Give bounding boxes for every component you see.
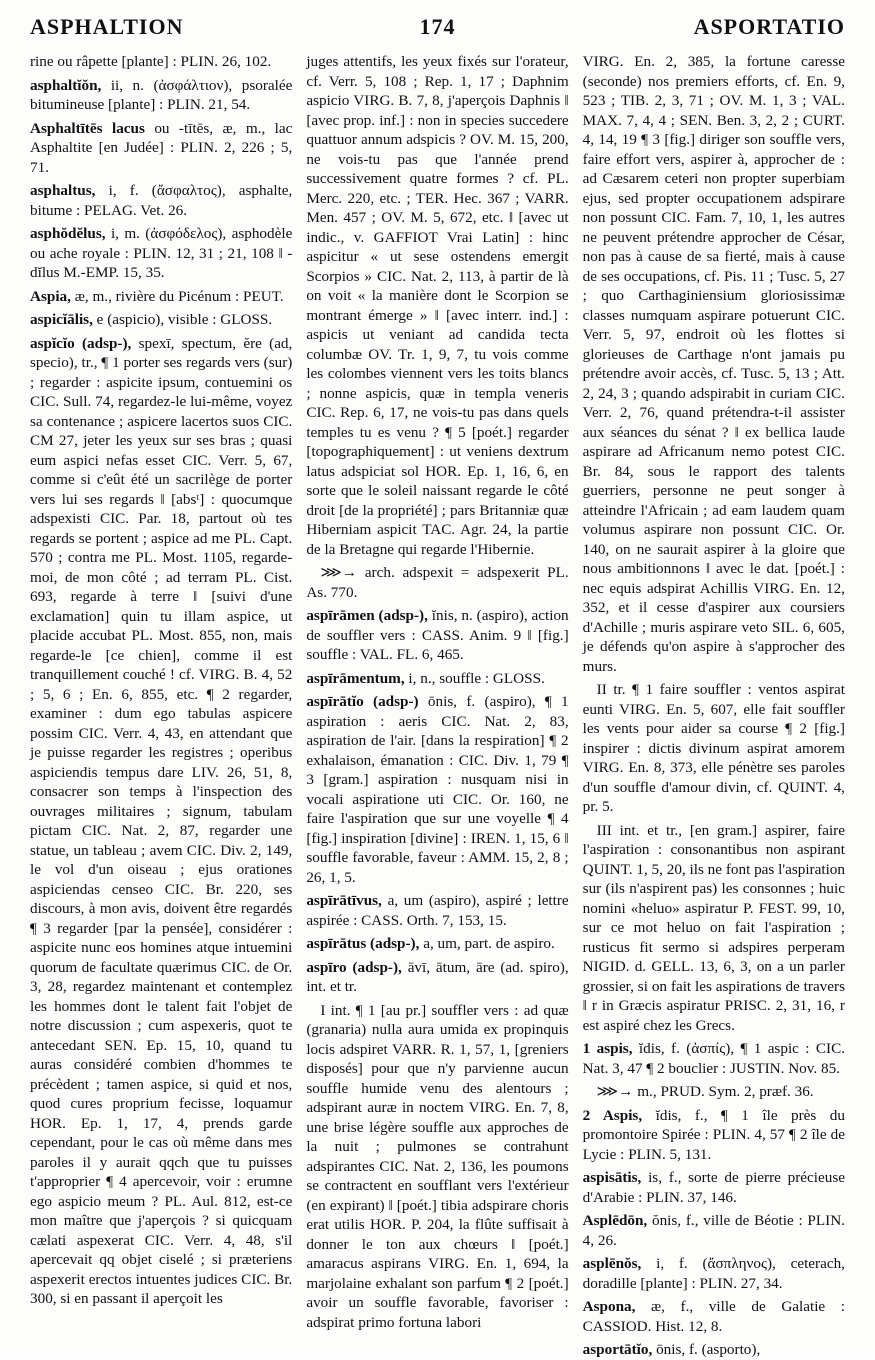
- entry-headword: asplēnŏs,: [582, 1255, 642, 1272]
- entry-text: ĭdis, f. (ἀσπίς), ¶ 1 aspic : CIC. Nat. 3, 47 ¶ 2 bouclier : JUSTIN. Nov. 85.: [582, 1040, 845, 1077]
- column-1: [30, 52, 292, 1347]
- entry-text: a, um, part. de aspiro.: [423, 935, 555, 952]
- dictionary-entry: [583, 1297, 845, 1336]
- column-3: [582, 52, 845, 1358]
- entry-text: a, um (aspiro), aspiré ; lettre aspirée : CASS. Orth. 7, 153, 15.: [306, 892, 569, 929]
- dictionary-entry: [306, 891, 568, 930]
- dictionary-entry: [30, 334, 292, 1309]
- entry-headword: aspīrāmentum,: [306, 669, 405, 687]
- entry-headword: asportātĭo,: [582, 1341, 653, 1358]
- dictionary-entry: [306, 606, 568, 665]
- column-2: [306, 52, 568, 1347]
- entry-headword: Asplēdōn,: [582, 1212, 648, 1229]
- dictionary-entry: [583, 680, 845, 817]
- entry-headword: Asphaltītēs lacus: [30, 119, 145, 137]
- page-header: [30, 14, 845, 42]
- dictionary-entry: [583, 1039, 845, 1078]
- dictionary-entry: [306, 958, 568, 997]
- dictionary-entry: [30, 310, 292, 330]
- dictionary-entry: [30, 52, 292, 72]
- entry-headword: asphaltus,: [30, 182, 96, 199]
- entry-headword: asphŏdĕlus,: [30, 225, 106, 242]
- dictionary-entry: [583, 1106, 845, 1165]
- dictionary-entry: [583, 1168, 845, 1207]
- entry-headword: 2 Aspis,: [582, 1106, 643, 1124]
- entry-text: æ, m., rivière du Picénum : PEUT.: [74, 287, 284, 305]
- dictionary-entry: [583, 1340, 845, 1360]
- entry-text: i, f. (ἄσπληνος), ceterach, doradille [plante] : PLIN. 27, 34.: [582, 1255, 845, 1292]
- entry-text: VIRG. En. 2, 385, la fortune caresse (seconde) nos premiers efforts, cf. En. 9, 523 ; TIB. 2, 3, 71 ; OV. M. 1, 3 ; VAL. MAX. 7, 4, 4 ; SEN. Ben. 3, 2, 2 ; CURT. 4, 14, 19 ¶ 3 [fig.] diriger son souffle vers, faire effort vers, aspirer à, approcher de : ad Cæsarem ceteri non propter superbiam ejus, sed propter occupationem adspirare non possunt CIC. Fam. 7, 10, 1, les autres ne peuvent prétendre approcher de César, non pas à cause de sa fierté, mais à cause de ses occupations, cf. Pis. 11 ; Tusc. 5, 27 ; quo Carthaginiensium gloriosissimæ classes numquam aspirare potuerunt CIC. Verr. 5, 97, endroit où les flottes si glorieuses de Carthage n'ont jamais pu prétendre avoir accès, cf. Tusc. 5, 13 ; Att. 2, 24, 3 ; quando adspirabit in curiam CIC. Verr. 2, 76, quand prétendra-t-il assister aux séances du sénat ? ‖ ex bellica laude aspirare ad Africanum nemo potest CIC. Br. 84, sous le rapport des talents guerriers, personne ne peut songer à atteindre l'Africain ; ad eam laudem quam volumus aspirare non possunt CIC. Or. 140, on ne saurait aspirer à la gloire que nous ambitionnons ‖ avec le dat. [poét.] : nec equis adspirat Achillis VIRG. En. 12, 352, et il cesse d'aspirer aux coursiers d'Achille ; muris aspirare veto SIL. 6, 605, je défends qu'on aspire à s'approcher des murs.: [582, 53, 845, 675]
- dictionary-entry: [30, 76, 292, 115]
- dictionary-entry: [583, 1211, 845, 1250]
- entry-text: juges attentifs, les yeux fixés sur l'orateur, cf. Verr. 5, 108 ; Rep. 1, 17 ; Daphnim aspicio VIRG. B. 7, 8, j'aperçois Daphnis ‖ [avec prop. inf.] : non in species succedere quattuor annum adspicis ? OV. M. 15, 200, ne vois-tu pas que l'année prend successivement quatre formes ? cf. PL. Merc. 220, etc. ; TER. Hec. 367 ; VARR. Men. 457 ; OV. M. 5, 672, etc. ‖ [avec ut indic., v. GAFFIOT Vrai Latin] : hinc aspicitur « ut sese ostendens emergit Scorpios » CIC. Nat. 2, 113, à partir de là on voit « la manière dont le Scorpion se montrant émerge » ‖ [avec interr. ind.] : aspicis ut veniant ad candida tecta columbæ OV. Tr. 1, 9, 7, tu vois comme les colombes viennent vers les toits blancs ; nonne aspicis, quæ in templa veneris CIC. Rep. 6, 17, ne vois-tu pas dans quels temples tu es venu ? ¶ 5 [poét.] regarder [topographiquement] : ut veniens dextrum latus adspiciat sol HOR. Ep. 1, 16, 6, en sorte que le soleil naissant regarde le côté droit [de la propriété] ; pars Britanniæ quæ Hiberniam aspicit TAC. Agr. 24, la partie de la Bretagne qui regarde l'Hibernie.: [306, 53, 569, 558]
- dictionary-entry: [30, 287, 292, 307]
- entry-text: i, m. (ἀσφόδελος), asphodèle ou ache royale : PLIN. 12, 31 ; 21, 108 ‖ -dĭlus M.-EMP. 15, 35.: [30, 225, 293, 281]
- entry-headword: aspīro (adsp-),: [306, 958, 402, 976]
- dictionary-entry: [306, 934, 568, 954]
- dictionary-entry: [306, 669, 568, 689]
- dictionary-entry: [583, 1082, 845, 1102]
- entry-text: i, n., souffle : GLOSS.: [408, 669, 545, 687]
- entry-text: I int. ¶ 1 [au pr.] souffler vers : ad quæ (granaria) nulla aura umida ex propinquis locis adspiret VARR. R. 1, 57, 1, [greniers disposés] pour que n'y parvienne aucun souffle humide venu des alentours ; adspirant auræ in noctem VIRG. En. 7, 8, une brise légère souffle aux approches de la nuit ; pulmones se contrahunt adspirantes CIC. Nat. 2, 136, les poumons se contractent en soufflant vers l'extérieur (en expirant) ‖ [poét.] tibia adspirare choris erat utilis HOR. P. 204, la flûte suffisait à donner le ton aux chœurs ‖ [poét.] amaracus aspirans VIRG. En. 1, 694, la marjolaine exhalant son parfum ¶ 2 [poét.] avoir un souffle favorable, favoriser : adspirat primo fortuna labori: [306, 1001, 569, 1331]
- entry-headword: Aspia,: [30, 287, 71, 305]
- entry-text: rine ou râpette [plante] : PLIN. 26, 102.: [30, 53, 272, 70]
- page-number: 174: [419, 14, 456, 39]
- dictionary-entry: [306, 563, 568, 602]
- dictionary-entry: [583, 1254, 845, 1293]
- dictionary-entry: [583, 821, 845, 1036]
- entry-headword: aspīrātīvus,: [306, 892, 382, 909]
- dictionary-entry: [30, 224, 292, 283]
- entry-text: is, f., sorte de pierre précieuse d'Arabie : PLIN. 37, 146.: [582, 1169, 845, 1206]
- entry-text: ĭnis, n. (aspiro), action de souffler vers : CASS. Anim. 9 ‖ [fig.] souffle : VAL. FL. 6, 465.: [306, 607, 569, 663]
- entry-headword: aspĭcĭo (adsp-),: [30, 334, 132, 352]
- entry-text: ĭdis, f., ¶ 1 île près du promontoire Spirée : PLIN. 4, 57 ¶ 2 île de Lycie : PLIN. 5, 131.: [582, 1106, 845, 1163]
- entry-text: ⋙→ m., PRUD. Sym. 2, præf. 36.: [596, 1083, 814, 1100]
- entry-text: II tr. ¶ 1 faire souffler : ventos aspirat eunti VIRG. En. 5, 607, elle fait souffler les vents pour aider sa course ¶ 2 [fig.] inspirer : dictis divinum aspirat amorem VIRG. En. 8, 373, elle pénètre ses paroles d'un souffle d'amour divin, cf. QUINT. 4, pr. 5.: [582, 681, 845, 815]
- entry-text: ŏnis, f., ville de Béotie : PLIN. 4, 26.: [582, 1212, 845, 1249]
- entry-headword: aspīrāmen (adsp-),: [306, 607, 428, 624]
- entry-text: spexī, spectum, ĕre (ad, specio), tr., ¶ 1 porter ses regards vers (sur) ; regarder : aspicite ipsum, contuemini os CIC. Sull. 74, regardez-le lui-même, voyez sa contenance ; aspicere lacertos suos CIC. CM 27, jeter les yeux sur ses bras ; quasi eum aspici nefas esset CIC. Verr. 5, 67, comme si c'eût été un sacrilège de porter vers lui ses regards ‖ [absᵗ] : quocumque adspexisti CIC. Par. 18, partout où tes regards se portent ; aspice ad me PL. Capt. 570 ; contra me PL. Most. 1105, regarde-moi, de mon côté ; ad terram PL. Cist. 693, regarde à terre ‖ [suivi d'une exclamation] quin tu illam aspice, ut placide accubat PL. Most. 855, non, mais regarde-le [ce chien], comme il est tranquillement couché ! cf. VIRG. B. 4, 52 ; 5, 6 ; En. 6, 855, etc. ¶ 2 regarder, examiner : dum ego tabulas aspicere possim CIC. Verr. 4, 43, en attendant que je puisse regarder les registres ; operibus aspiciendis tempus dare LIV. 26, 51, 8, consacrer son temps à l'inspection des ouvrages militaires ; signum, tabulam pictam CIC. Nat. 2, 87, regarder une statue, un tableau ; avem CIC. Div. 2, 149, le vol d'un oiseau ; ejus orationes aspiciendas censeo CIC. Br. 220, ses discours, à mon avis, doivent être regardés ¶ 3 regarder [par la pensée], considérer : aspicite nunc eos homines atque intuemini quorum de facultate quærimus CIC. de Or. 3, 28, regardez maintenant et contemplez les hommes dont le talent fait l'objet de notre discussion ; cum aspexeris, quot te antecedant SEN. Ep. 15, 10, quand tu auras considéré combien d'hommes te précèdent ; tamen aspice, si quid et nos, quod cures proprium fecisse, loquamur HOR. Ep. 1, 17, 4, prends garde cependant, pour le cas où même dans mes paroles il y aurait qqch que tu puisses t'approprier ¶ 4 apercevoir, voir : erumne ego aspicio meum ? PL. Aul. 812, est-ce mon maître que j'aperçois ? si quicquam cælati aspexerat CIC. Verr. 4, 48, s'il apercevait qq objet ciselé ; si præteriens aspexerit erectos intuentes judices CIC. Br. 300, si en passant il aperçoit les: [30, 334, 293, 1307]
- dictionary-entry: [306, 692, 568, 887]
- entry-text: ⋙→ arch. adspexit = adspexerit PL. As. 770.: [306, 564, 569, 601]
- dictionary-entry: [30, 119, 292, 178]
- entry-headword: asphaltĭŏn,: [30, 76, 102, 94]
- dictionary-entry: [30, 181, 292, 220]
- entry-headword: aspisātis,: [582, 1169, 642, 1186]
- running-head-left: ASPHALTION: [30, 14, 184, 39]
- entry-text: ōnis, f. (asporto),: [656, 1341, 761, 1358]
- entry-text: ii, n. (ἀσφάλτιον), psoralée bitumineuse [plante] : PLIN. 21, 54.: [30, 76, 293, 113]
- entry-headword: aspīrātĭo (adsp-): [306, 693, 419, 710]
- entry-text: æ, f., ville de Galatie : CASSIOD. Hist. 12, 8.: [582, 1298, 845, 1335]
- entry-text: ōnis, f. (aspiro), ¶ 1 aspiration : aeris CIC. Nat. 2, 83, aspiration de l'air. [dans la respiration] ¶ 2 exhalaison, émanation : CIC. Div. 1, 79 ¶ 3 [gram.] aspiration : nusquam nisi in vocali aspiratione uti CIC. Or. 160, ne faire l'aspiration que sur une voyelle ¶ 4 [fig.] inspiration [divine] : IREN. 1, 15, 6 ‖ souffle favorable, faveur : AMM. 15, 2, 8 ; 26, 1, 5.: [306, 693, 569, 886]
- entry-text: e (aspicio), visible : GLOSS.: [96, 311, 273, 328]
- entry-headword: 1 aspis,: [582, 1040, 633, 1057]
- dictionary-entry: [306, 52, 568, 559]
- text-columns: [30, 52, 845, 1358]
- dictionary-entry: [583, 52, 845, 676]
- entry-text: ou -tītēs, æ, m., lac Asphaltite [en Judée] : PLIN. 2, 226 ; 5, 71.: [30, 119, 293, 176]
- entry-text: III int. et tr., [en gram.] aspirer, faire l'aspiration : consonantibus non aspirant QUINT. 1, 5, 20, ils ne font pas l'aspiration sur (ils n'aspirent pas) les consonnes ; huic nomini «heluo» aspiratur P. FEST. 99, 10, sur ce mot heluo on fait l'aspiration ; rusticus fit sermo si adspires perperam NIGID. d. GELL. 13, 6, 3, on a un parler grossier, si on fait les aspirations de travers ‖ r in Græcis aspiratur PRISC. 2, 31, 16, r est aspiré chez les Grecs.: [582, 821, 845, 1034]
- entry-headword: aspicĭālis,: [30, 311, 93, 328]
- entry-text: āvī, ātum, āre (ad. spiro), int. et tr.: [306, 958, 569, 995]
- entry-text: i, f. (ἄσφαλτος), asphalte, bitume : PELAG. Vet. 26.: [30, 182, 293, 219]
- entry-headword: aspīrātus (adsp-),: [306, 935, 420, 952]
- running-head-right: ASPORTATIO: [693, 14, 845, 39]
- dictionary-entry: [306, 1001, 568, 1333]
- entry-headword: Aspona,: [582, 1298, 636, 1315]
